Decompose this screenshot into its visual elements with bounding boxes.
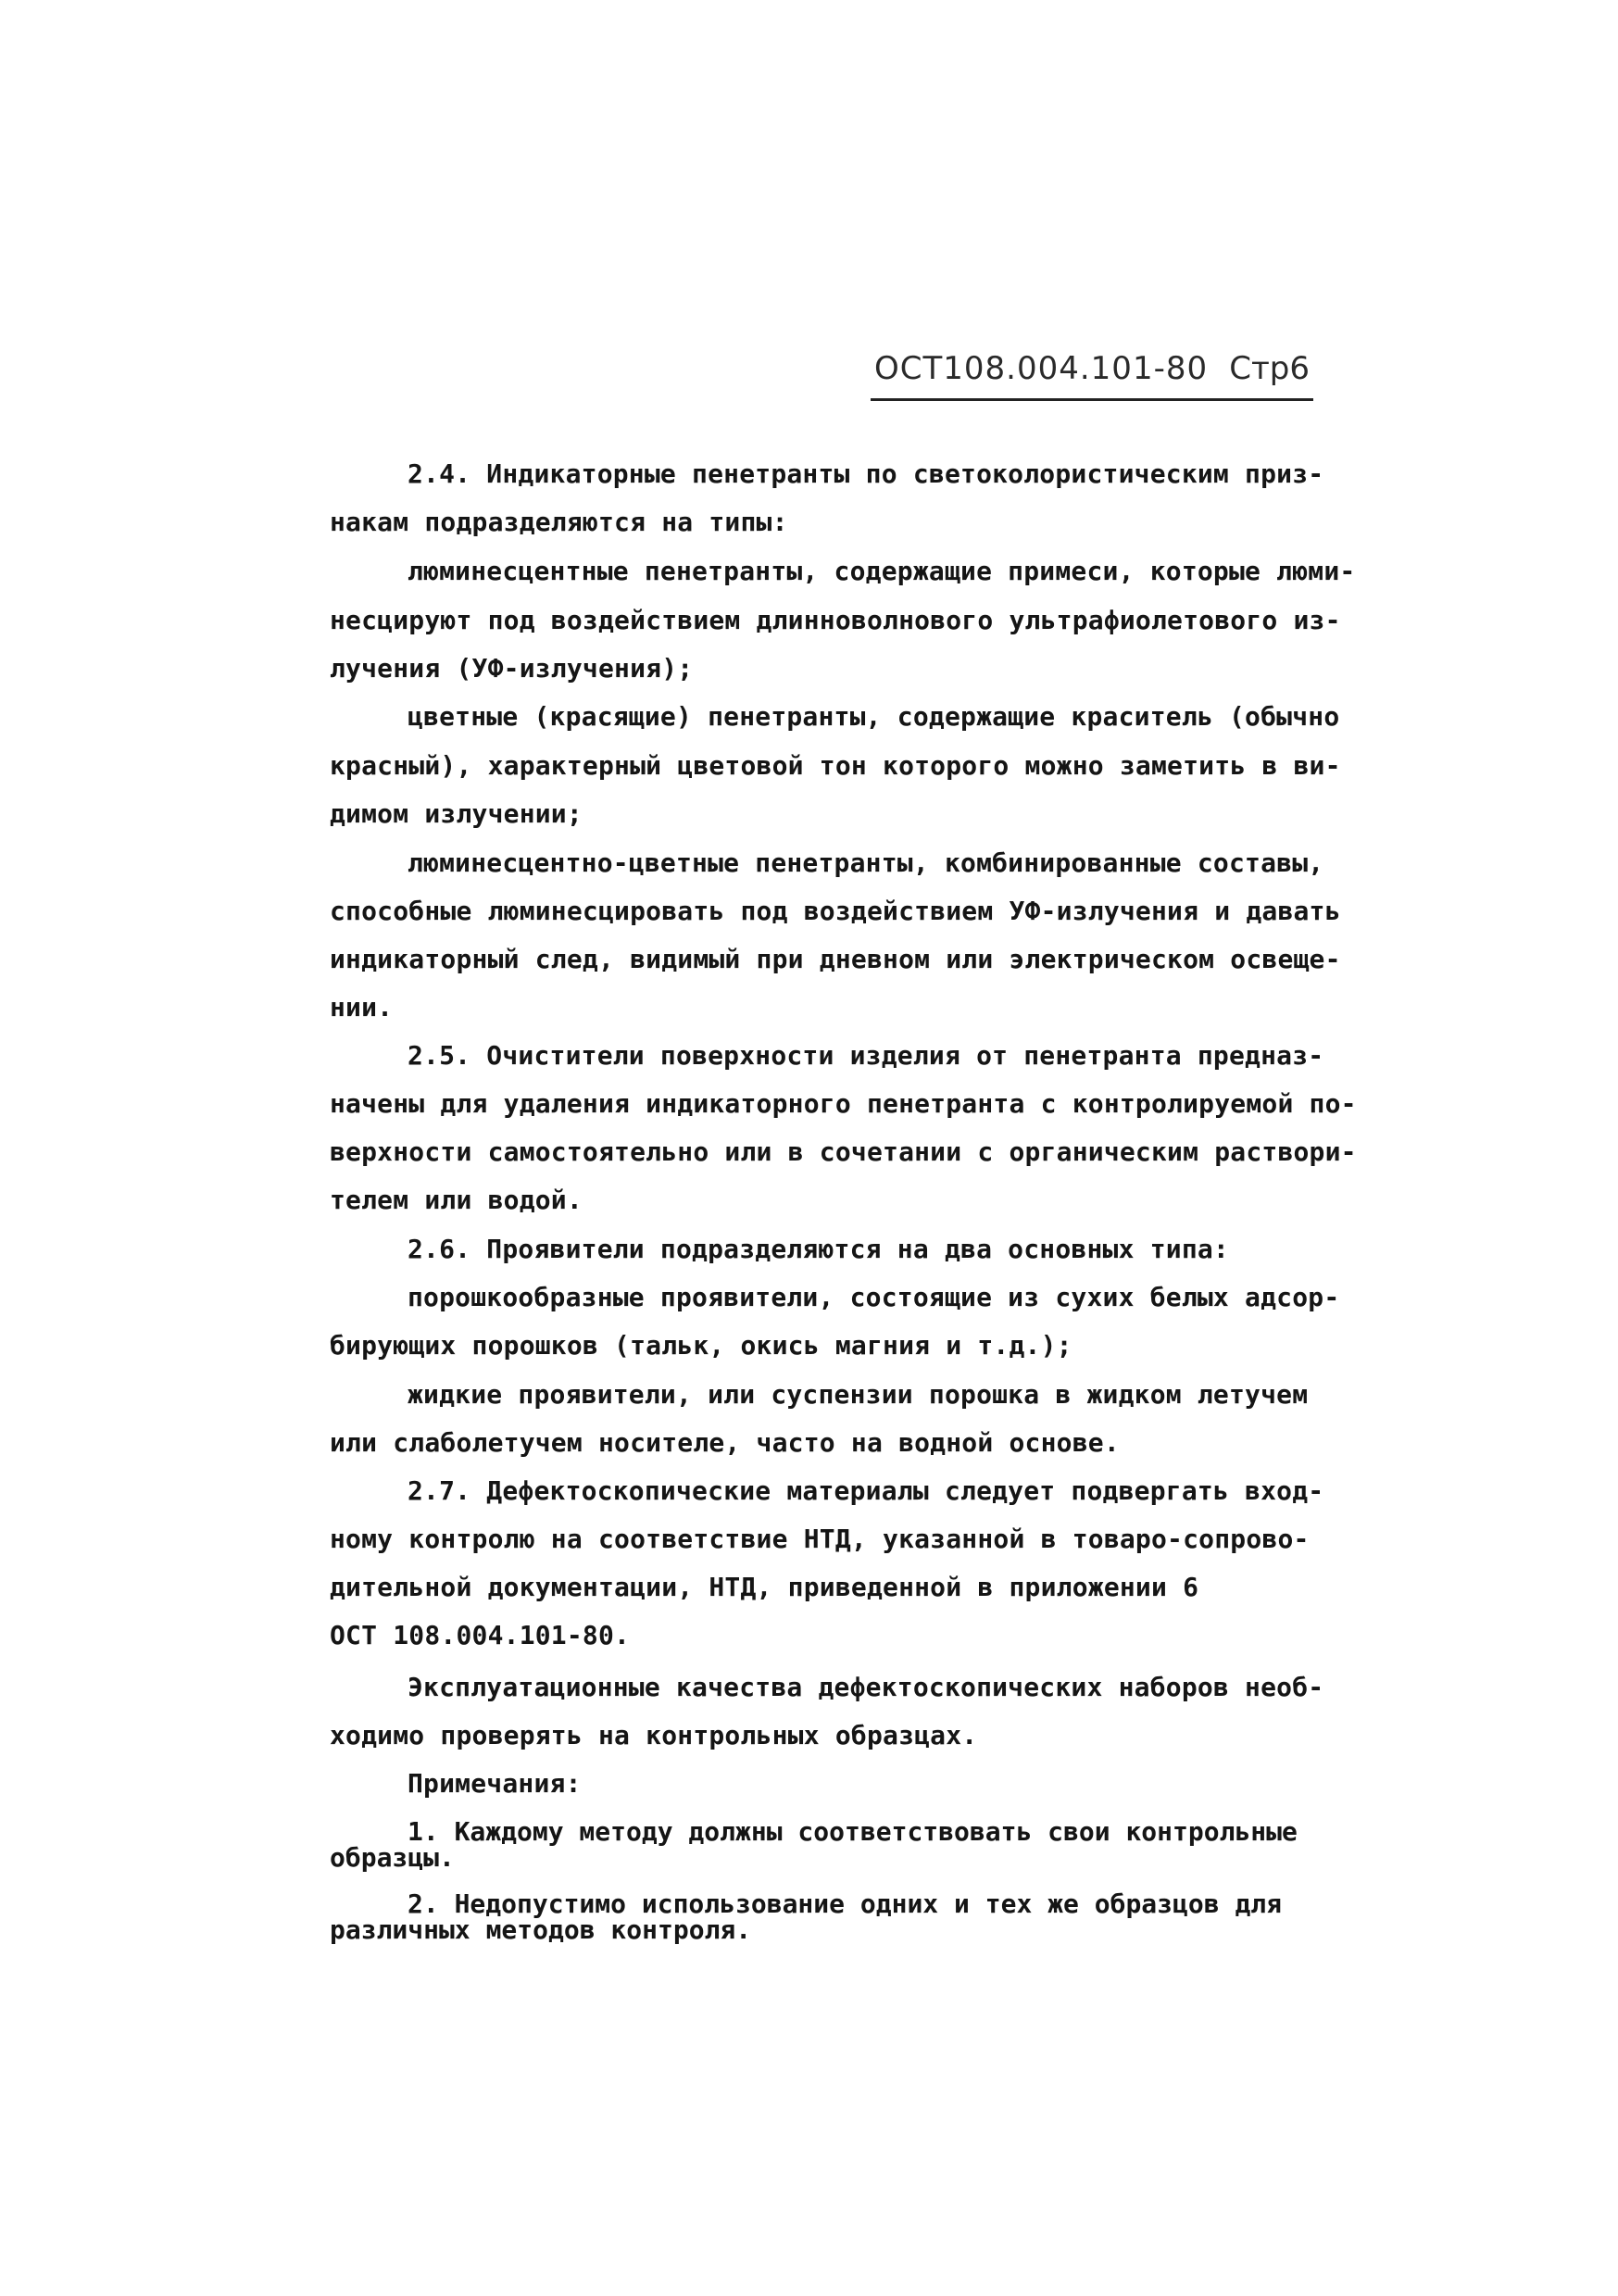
text-line: цветные (красящие) пенетранты, содержащие краситель (обычно	[408, 701, 1340, 732]
text-line: люминесцентно-цветные пенетранты, комбинированные составы,	[408, 847, 1324, 878]
note-1-continuation: образцы.	[330, 1842, 455, 1873]
text-line: накам подразделяются на типы:	[330, 507, 788, 537]
text-line: телем или водой.	[330, 1185, 583, 1215]
text-line: способные люминесцировать под воздействием УФ-излучения и давать	[330, 896, 1341, 926]
text-line: порошкообразные проявители, состоящие из сухих белых адсор-	[408, 1282, 1340, 1312]
text-line: нии.	[330, 992, 394, 1023]
text-line: верхности самостоятельно или в сочетании с органическим раствори-	[330, 1136, 1357, 1167]
note-2-continuation: различных методов контроля.	[330, 1914, 752, 1945]
text-line: лучения (УФ-излучения);	[330, 653, 694, 684]
notes-heading: Примечания:	[408, 1768, 582, 1799]
text-line: красный), характерный цветовой тон которого можно заметить в ви-	[330, 750, 1341, 781]
text-line: дительной документации, НТД, приведенной в приложении 6	[330, 1572, 1199, 1602]
text-line: жидкие проявители, или суспензии порошка в жидком летучем	[408, 1379, 1309, 1410]
text-line: начены для удаления индикаторного пенетранта с контролируемой по-	[330, 1088, 1357, 1119]
text-line: ОСТ 108.004.101-80.	[330, 1620, 631, 1650]
text-line: димом излучении;	[330, 798, 583, 829]
note-1: 1. Каждому методу должны соответствовать свои контрольные	[408, 1816, 1298, 1847]
page-number: Стр6	[1229, 350, 1310, 387]
text-line: люминесцентные пенетранты, содержащие примеси, которые люми-	[408, 556, 1356, 586]
text-line: ходимо проверять на контрольных образцах.	[330, 1720, 978, 1750]
text-line: ному контролю на соответствие НТД, указанной в товаро-сопрово-	[330, 1524, 1310, 1554]
text-line: Эксплуатационные качества дефектоскопических наборов необ-	[408, 1672, 1324, 1702]
clause-2-5-heading: 2.5. Очистители поверхности изделия от пенетранта предназ-	[408, 1040, 1324, 1071]
clause-2-7-heading: 2.7. Дефектоскопические материалы следует подвергать вход-	[408, 1475, 1324, 1506]
clause-2-4-heading: 2.4. Индикаторные пенетранты по светоколористическим приз-	[408, 458, 1324, 489]
text-line: бирующих порошков (тальк, окись магния и т.д.);	[330, 1330, 1072, 1361]
note-2: 2. Недопустимо использование одних и тех же образцов для	[408, 1888, 1283, 1919]
text-line: несцируют под воздействием длинноволнового ультрафиолетового из-	[330, 605, 1341, 635]
text-line: или слаболетучем носителе, часто на водной основе.	[330, 1427, 1120, 1458]
text-line: индикаторный след, видимый при дневном или электрическом освеще-	[330, 944, 1341, 974]
clause-2-6-heading: 2.6. Проявители подразделяются на два основных типа:	[408, 1234, 1229, 1264]
document-code: ОСТ108.004.101-80	[874, 350, 1209, 387]
